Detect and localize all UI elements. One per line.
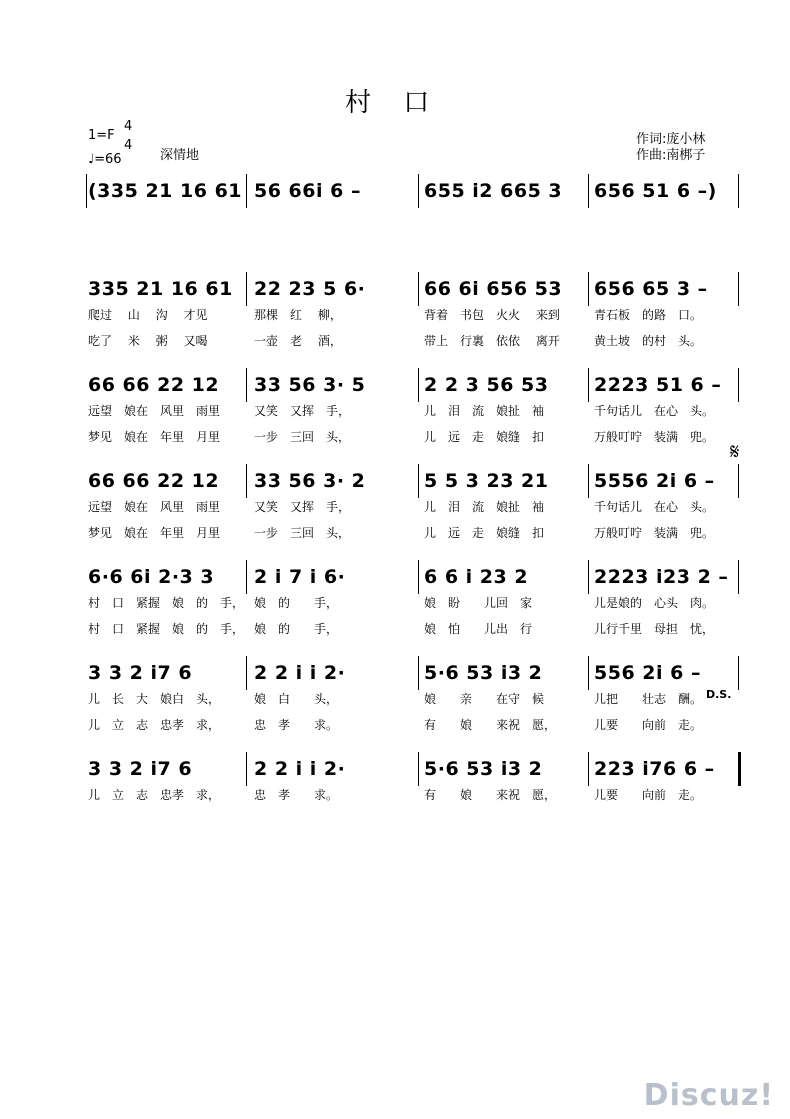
measure-notes: 656 65 3 – [594, 278, 708, 300]
measure-notes: 335 21 16 61 [88, 278, 233, 300]
measure-notes: 56 66i 6 – [254, 180, 361, 202]
bar-line [246, 272, 247, 306]
measure-notes: 2223 i23 2 – [594, 566, 729, 588]
lyric-verse-1: 背着 书包 火火 来到 [424, 308, 560, 322]
measure-notes: 6·6 6i 2·3 3 [88, 566, 215, 588]
lyric-verse-1: 远望 娘在 风里 雨里 [88, 500, 221, 514]
measure-notes: 3 3 2 i7 6 [88, 662, 193, 684]
lyric-verse-2: 万般叮咛 装满 兜。 [594, 430, 715, 444]
lyric-verse-2: 万般叮咛 装满 兜。 [594, 526, 715, 540]
lyric-verse-2: 娘 的 手， [254, 622, 339, 636]
expression-marking: 深情地 [160, 148, 200, 163]
bar-line [738, 656, 739, 690]
measure-notes: 3 3 2 i7 6 [88, 758, 193, 780]
composer-credit: 作曲:南梆子 [636, 148, 706, 163]
lyricist-credit: 作词:庞小林 [636, 132, 706, 147]
measure-notes: 5556 2i 6 – [594, 470, 715, 492]
measure-notes: 5 5 3 23 21 [424, 470, 549, 492]
lyric-verse-1: 有 娘 来祝 愿， [424, 788, 557, 802]
lyric-verse-2: 有 娘 来祝 愿， [424, 718, 557, 732]
lyric-verse-2: 一步 三回 头， [254, 430, 351, 444]
measure-notes: 66 6i 656 53 [424, 278, 563, 300]
lyric-verse-1: 爬过 山 沟 才见 [88, 308, 208, 322]
lyric-verse-1: 娘 的 手， [254, 596, 339, 610]
measure-notes: 2 2 i i 2· [254, 662, 346, 684]
lyric-verse-1: 又笑 又挥 手， [254, 404, 351, 418]
measure-notes: 2 2 3 56 53 [424, 374, 549, 396]
bar-line [738, 368, 739, 402]
lyric-verse-2: 一壶 老 酒， [254, 334, 342, 348]
bar-line [418, 560, 419, 594]
measure-notes: 66 66 22 12 [88, 470, 220, 492]
measure-notes: 2 i 7 i 6· [254, 566, 346, 588]
bar-line [418, 752, 419, 786]
bar-line [246, 464, 247, 498]
measure-notes: 223 i76 6 – [594, 758, 715, 780]
measure-notes: 655 i2 665 3 [424, 180, 563, 202]
bar-line [738, 272, 739, 306]
measure-notes: 66 66 22 12 [88, 374, 220, 396]
bar-line [246, 560, 247, 594]
bar-line [588, 752, 589, 786]
bar-line [588, 560, 589, 594]
measure-notes: 22 23 5 6· [254, 278, 366, 300]
measure-notes: 5·6 53 i3 2 [424, 758, 543, 780]
lyric-verse-1: 青石板 的路 口。 [594, 308, 703, 322]
lyric-verse-1: 忠 孝 求。 [254, 788, 339, 802]
measure-notes: 33 56 3· 2 [254, 470, 366, 492]
bar-line [418, 174, 419, 208]
bar-line [246, 174, 247, 208]
measure-notes: 556 2i 6 – [594, 662, 701, 684]
lyric-verse-1: 儿是娘的 心头 肉。 [594, 596, 715, 610]
lyric-verse-1: 娘 白 头， [254, 692, 339, 706]
measure-notes: 5·6 53 i3 2 [424, 662, 543, 684]
lyric-verse-2: 儿要 向前 走。 [594, 718, 703, 732]
measure-notes: 6 6 i 23 2 [424, 566, 529, 588]
bar-line [246, 752, 247, 786]
lyric-verse-1: 儿 长 大 娘白 头， [88, 692, 221, 706]
measure-notes: (335 21 16 61 [88, 180, 243, 202]
bar-line [418, 656, 419, 690]
lyric-verse-1: 儿 泪 流 娘扯 袖 [424, 404, 545, 418]
lyric-verse-1: 儿 泪 流 娘扯 袖 [424, 500, 545, 514]
bar-line [588, 272, 589, 306]
bar-line [738, 560, 739, 594]
lyric-verse-2: 一步 三回 头， [254, 526, 351, 540]
bar-line [86, 174, 87, 208]
lyric-verse-1: 又笑 又挥 手， [254, 500, 351, 514]
measure-notes: 33 56 3· 5 [254, 374, 366, 396]
key-signature: 1=F [88, 128, 115, 143]
bar-line [738, 464, 739, 498]
dal-segno-mark: D.S. [706, 688, 732, 701]
lyric-verse-2: 吃了 米 粥 又喝 [88, 334, 208, 348]
bar-line [246, 368, 247, 402]
bar-line [738, 752, 741, 786]
lyric-verse-2: 儿 远 走 娘缝 扣 [424, 430, 545, 444]
lyric-verse-2: 儿 立 志 忠孝 求， [88, 718, 221, 732]
lyric-verse-2: 村 口 紧握 娘 的 手， [88, 622, 245, 636]
lyric-verse-2: 黄土坡 的村 头。 [594, 334, 703, 348]
lyric-verse-1: 娘 盼 儿回 家 [424, 596, 533, 610]
measure-notes: 2223 51 6 – [594, 374, 722, 396]
bar-line [588, 368, 589, 402]
segno-sign: 𝄋 [730, 440, 740, 465]
bar-line [246, 656, 247, 690]
bar-line [588, 174, 589, 208]
lyric-verse-1: 千句话儿 在心 头。 [594, 404, 715, 418]
lyric-verse-2: 娘 怕 儿出 行 [424, 622, 533, 636]
lyric-verse-2: 梦见 娘在 年里 月里 [88, 526, 221, 540]
lyric-verse-2: 儿 远 走 娘缝 扣 [424, 526, 545, 540]
time-signature-top: 4 [124, 119, 133, 134]
bar-line [418, 272, 419, 306]
bar-line [418, 464, 419, 498]
measure-notes: 656 51 6 –) [594, 180, 717, 202]
lyric-verse-2: 儿行千里 母担 忧， [594, 622, 715, 636]
bar-line [588, 464, 589, 498]
bar-line [588, 656, 589, 690]
lyric-verse-1: 那棵 红 柳， [254, 308, 342, 322]
lyric-verse-2: 忠 孝 求。 [254, 718, 339, 732]
watermark-logo: Discuz! [643, 1078, 774, 1113]
time-signature-bottom: 4 [124, 138, 133, 153]
lyric-verse-1: 儿把 壮志 酬。 [594, 692, 703, 706]
lyric-verse-1: 儿 立 志 忠孝 求， [88, 788, 221, 802]
lyric-verse-2: 梦见 娘在 年里 月里 [88, 430, 221, 444]
lyric-verse-1: 儿要 向前 走。 [594, 788, 703, 802]
lyric-verse-1: 千句话儿 在心 头。 [594, 500, 715, 514]
tempo-marking: ♩=66 [88, 152, 122, 167]
lyric-verse-1: 远望 娘在 风里 雨里 [88, 404, 221, 418]
bar-line [418, 368, 419, 402]
page-title: 村 口 [345, 88, 442, 118]
lyric-verse-2: 带上 行裏 依依 离开 [424, 334, 560, 348]
lyric-verse-1: 村 口 紧握 娘 的 手， [88, 596, 245, 610]
measure-notes: 2 2 i i 2· [254, 758, 346, 780]
bar-line [738, 174, 739, 208]
lyric-verse-1: 娘 亲 在守 候 [424, 692, 545, 706]
